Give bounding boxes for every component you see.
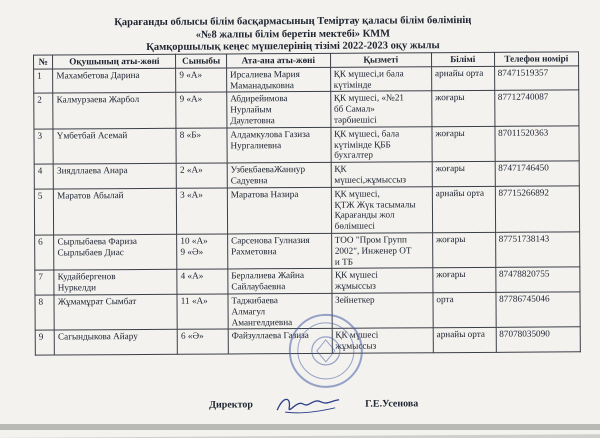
table-row (34, 66, 579, 94)
cell-student (53, 68, 176, 93)
cell-parent (227, 163, 331, 188)
cell-grade-line: 6 «Ә» (180, 330, 204, 342)
cell-parent (227, 187, 331, 234)
cell-num: 6 (35, 235, 54, 271)
col-header-student: Оқушының аты-жөні (53, 54, 176, 69)
cell-student-line: Сырлыбаев Диас (57, 246, 124, 258)
cell-grade (176, 92, 227, 128)
cell-grade-line: 11 «А» (180, 295, 208, 306)
cell-num: 5 (34, 189, 54, 235)
cell-education: орта (433, 292, 496, 328)
table-row (34, 126, 579, 165)
cell-position-line: бөлімшесі (334, 220, 375, 231)
cell-parent (228, 269, 332, 294)
cell-education: арнайы орта (431, 66, 494, 91)
official-stamp-icon (287, 312, 365, 390)
col-header-grade: Сыныбы (176, 54, 227, 68)
cell-position-line: ТОО "Пром Групп (334, 234, 407, 245)
cell-grade-line: 2 «А» (179, 164, 203, 175)
cell-parent-line: Сарсенова Гулназия (231, 234, 310, 246)
col-header-parent: Ата-ана аты-жөні (226, 53, 330, 67)
cell-position (331, 186, 433, 233)
table-row (35, 232, 580, 271)
cell-parent (226, 67, 330, 92)
cell-grade (177, 234, 228, 270)
cell-position-line: 2002", Инженер ОТ (334, 245, 412, 256)
cell-student-line: Зиядллаева Анара (56, 165, 128, 176)
cell-position-line: ҚК мүшесі (335, 329, 379, 341)
cell-parent-line: Таджибаева (231, 295, 278, 306)
cell-grade-line: 4 «А» (180, 270, 204, 282)
cell-grade-line: 9 «Ә» (180, 246, 204, 257)
table-row (34, 90, 579, 129)
cell-phone: 87715266892 (495, 186, 580, 233)
cell-position-line: и ТБ (334, 256, 354, 267)
cell-position-line: бухгалтер (334, 149, 373, 161)
cell-parent-line: Рахметовна (231, 245, 277, 257)
col-header-position: Қызметі (330, 53, 431, 67)
cell-student-line: Кудайбергенов (57, 271, 116, 282)
col-header-phone: Телефон номірі (494, 52, 579, 66)
signature-icon (273, 392, 343, 418)
cell-student-line: Маратов Абылай (57, 189, 124, 201)
cell-education: жоғары (432, 91, 495, 127)
cell-parent (227, 127, 331, 163)
cell-phone: 87011520363 (495, 126, 580, 162)
cell-position-line: күтімінде (333, 79, 372, 90)
cell-num: 9 (35, 330, 54, 355)
cell-student-line: Нуркелди (57, 282, 97, 293)
cell-position-line: ҚК мүшесі (334, 269, 378, 281)
cell-parent-line: Ирсалиева Мария (230, 68, 300, 80)
cell-parent-line: Алдамкулова Газиза (230, 128, 310, 140)
cell-phone: 87471519357 (494, 66, 579, 91)
cell-student-line: Калмурзаева Жарбол (56, 94, 140, 105)
cell-parent-line: Сайлаубаевна (231, 281, 286, 292)
cell-parent-line: Файзуллаева Газиза (231, 330, 309, 341)
col-header-num: № (34, 55, 53, 69)
cell-position-line: бб Самал» (333, 103, 375, 115)
cell-position (331, 233, 432, 269)
cell-parent (227, 92, 331, 128)
page-edge-shadow (0, 424, 600, 430)
col-header-education: Білімі (431, 52, 494, 66)
header-line-1: Қарағанды облысы білім басқармасының Теміртау қаласы білім бөлімінің (114, 14, 472, 29)
table-row (34, 161, 579, 189)
cell-student (54, 294, 177, 330)
header-line-3: Қамқоршылық кеңес мүшелерінің тізімі 2022-2023 оқу жылы (146, 40, 440, 53)
cell-position-line: күтімінде ҚББ (334, 139, 391, 150)
cell-parent-line: Даулетовна (230, 115, 275, 126)
cell-student-line: Үмбетбай Асемай (56, 129, 128, 141)
cell-grade (177, 188, 228, 234)
header-line-2: «№8 жалпы білім беретін мектебі» КММ (195, 27, 391, 41)
cell-position-line: ҚК мүшесі,и бала (333, 68, 404, 79)
cell-parent-line: УзбекбаеваЖаннур (230, 164, 306, 175)
cell-position-line: тәрбиешісі (333, 114, 377, 125)
cell-num: 2 (34, 93, 53, 129)
cell-position (331, 162, 432, 187)
cell-parent-line: Маманадыковна (230, 79, 294, 91)
members-table (33, 51, 581, 355)
cell-position-line: жұмыссыз (334, 280, 376, 291)
cell-student-line: Жұмамұрат Сымбат (57, 295, 137, 307)
cell-student-line: Сагындыкова Айару (57, 331, 138, 342)
cell-student (53, 93, 176, 129)
cell-grade-line: 8 «Б» (179, 129, 202, 140)
cell-parent-line: Нургалиевна (230, 139, 282, 151)
cell-grade (177, 269, 228, 294)
cell-grade (176, 163, 227, 188)
cell-num: 7 (35, 270, 54, 295)
cell-phone: 87712740087 (494, 90, 579, 126)
cell-parent-line: Нурлайым (230, 104, 272, 115)
cell-num: 8 (35, 295, 54, 331)
cell-student (54, 234, 177, 270)
cell-position (330, 91, 431, 127)
cell-education: жоғары (432, 162, 495, 187)
cell-education: арнайы орта (433, 328, 496, 353)
cell-phone: 87786745046 (496, 292, 581, 328)
cell-parent-line: Абдирейимова (230, 93, 288, 104)
cell-position-line: Қарағанды жол (334, 209, 395, 221)
cell-grade-line: 9 «А» (179, 69, 203, 80)
cell-grade (177, 294, 228, 330)
cell-position-line: ҚК мүшесі, «№21 (333, 92, 405, 104)
director-label: Директор (209, 399, 253, 411)
cell-grade-line: 3 «А» (180, 189, 203, 200)
cell-parent-line: Берлалиева Жайна (231, 270, 305, 281)
cell-position (331, 268, 432, 293)
cell-position-line: мүшесі,жұмыссыз (334, 174, 407, 185)
table-row (35, 267, 580, 295)
cell-education: арнайы орта (432, 186, 495, 233)
director-name: Г.Е.Усенова (365, 398, 419, 410)
cell-student-line: Махамбетова Дарина (56, 69, 140, 81)
cell-position-line: Зейнеткер (335, 294, 375, 305)
cell-education: жоғары (432, 232, 495, 268)
cell-grade (177, 329, 228, 354)
cell-grade-line: 9 «А» (179, 94, 203, 105)
cell-student (54, 330, 177, 355)
cell-phone: 87751738143 (495, 232, 580, 268)
cell-position (330, 67, 431, 92)
cell-student (53, 163, 176, 188)
cell-num: 1 (34, 69, 53, 94)
cell-num: 4 (34, 164, 53, 189)
cell-parent-line: Амангелдиевна (231, 316, 293, 327)
cell-parent (228, 233, 332, 269)
cell-position (331, 126, 432, 162)
cell-position-line: ҚК (334, 163, 347, 174)
cell-student-line: Сырлыбаева Фариза (57, 235, 137, 247)
cell-education: жоғары (433, 268, 496, 293)
cell-num: 3 (34, 129, 53, 165)
cell-phone: 87078035090 (496, 327, 581, 352)
cell-student (54, 270, 177, 295)
cell-position-line: ҚТЖ Жүк тасымалы (334, 198, 416, 210)
cell-student (54, 188, 177, 235)
document-header (0, 14, 593, 55)
document-footer (0, 397, 595, 417)
cell-phone: 87478820755 (495, 267, 580, 292)
cell-position-line: ҚК мүшесі, (334, 188, 380, 199)
cell-education: жоғары (432, 126, 495, 162)
cell-parent-line: Садуевна (230, 175, 268, 186)
cell-student (53, 128, 176, 164)
cell-parent-line: Алмагул (231, 305, 266, 317)
cell-position-line: жұмыссыз (335, 340, 377, 351)
cell-grade-line: 10 «А» (180, 235, 208, 246)
cell-phone: 87471746450 (495, 161, 580, 186)
cell-grade (176, 68, 227, 93)
table-row (34, 186, 579, 236)
cell-parent-line: Маратова Назира (230, 188, 299, 200)
cell-grade (176, 128, 227, 164)
cell-position-line: ҚК мүшесі, бала (334, 128, 400, 139)
